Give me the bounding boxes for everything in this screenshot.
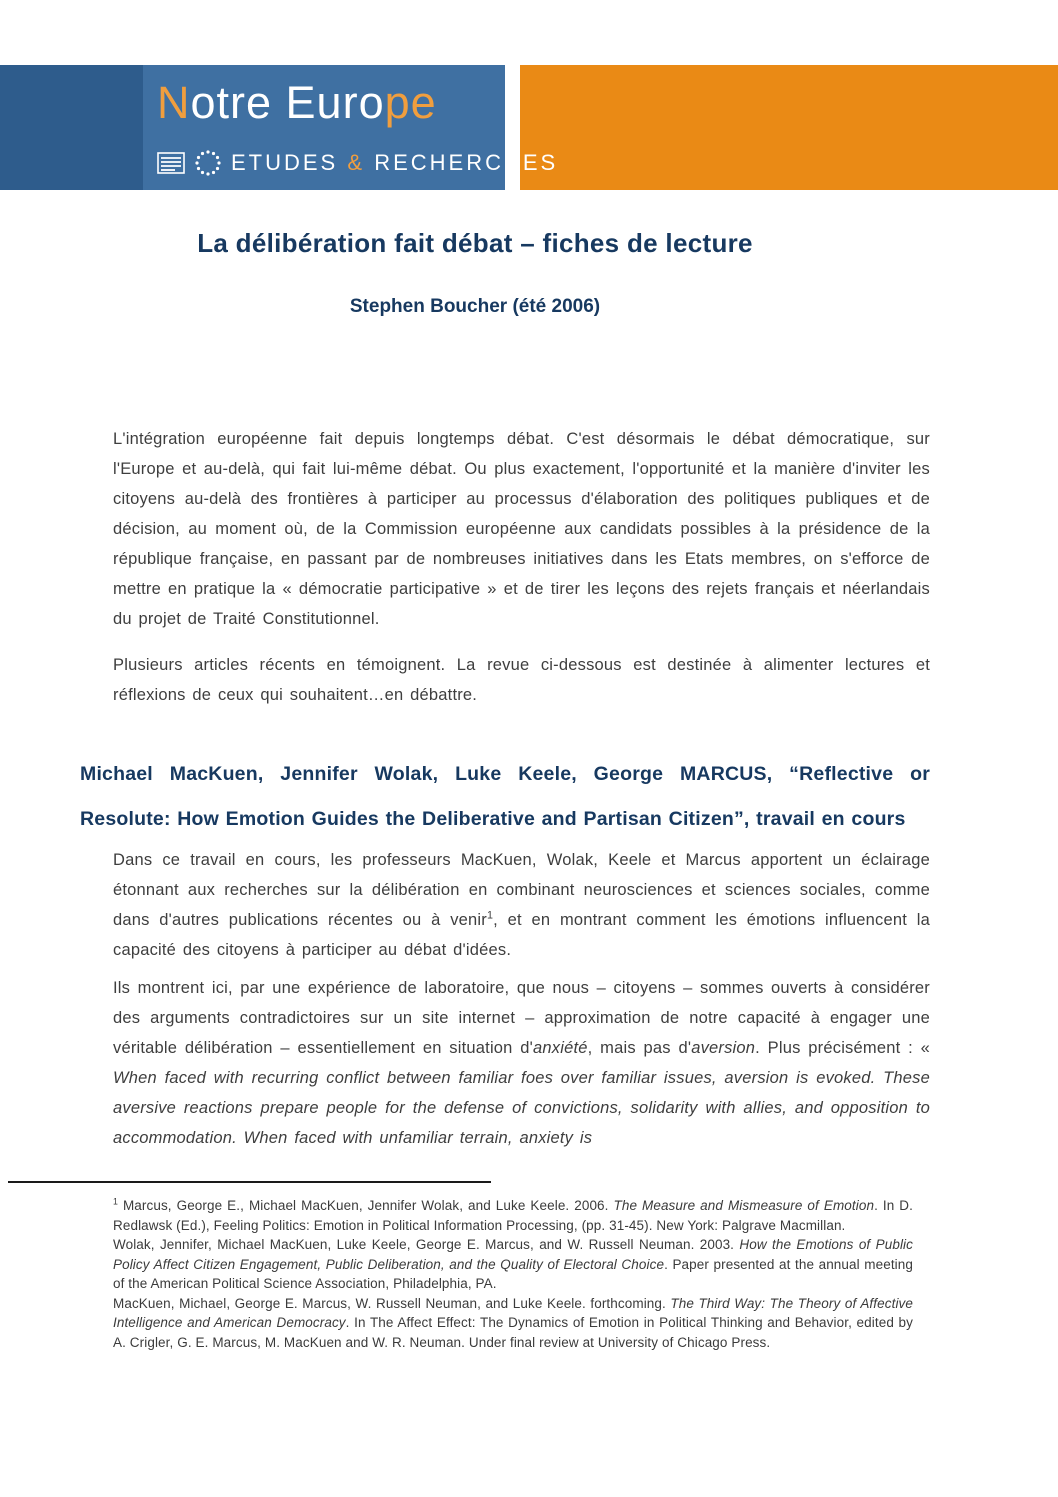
notre-europe-logo xyxy=(143,65,559,190)
banner-left-block xyxy=(0,65,143,190)
italic-term-anxiete: anxiété xyxy=(533,1039,588,1057)
logo-letter-n: N xyxy=(157,77,191,128)
logo-wordmark xyxy=(157,77,437,129)
footnote-1-number: 1 xyxy=(113,1196,118,1207)
paragraph-text: . Plus précisément : « xyxy=(755,1039,930,1057)
logo-letters-pe: pe xyxy=(384,77,437,128)
footnote-text: . In D. Redlawsk (Ed.), Feeling Politics: Emotion in Political Information Processing, (pp. 31-45). New York: Palgrave Macmillan. xyxy=(113,1198,913,1233)
footnotes-section xyxy=(113,1196,913,1352)
tagline-ampersand: & xyxy=(347,150,366,175)
intro-paragraph-1: L'intégration européenne fait depuis longtemps débat. C'est désormais le débat démocratique, sur l'Europe et au-delà, qui fait lui-même débat. Ou plus exactement, l'opportunité et la manière d'inviter les citoyens au-delà des frontières à participer au processus d'élaboration des politiques publiques et de décision, au moment où, de la Commission européenne aux candidats possibles à la présidence de la république française, en passant par de nombreuses initiatives dans les Etats membres, on s'efforce de mettre en pratique la « démocratie participative » et de tirer les leçons des rejets français et néerlandais du projet de Traité Constitutionnel. xyxy=(113,430,930,628)
section-heading: Michael MacKuen, Jennifer Wolak, Luke Keele, George MARCUS, “Reflective or Resolute: How Emotion Guides the Deliberative and Partisan Citizen”, travail en cours xyxy=(80,763,930,830)
footnote-1 xyxy=(113,1196,913,1235)
tagline-text xyxy=(231,150,558,176)
author-line: Stephen Boucher (été 2006) xyxy=(349,296,601,317)
section-paragraph-1-block xyxy=(113,845,930,965)
footnote-separator xyxy=(8,1181,491,1183)
footnote-ref-1: 1 xyxy=(486,909,494,922)
eu-stars-icon xyxy=(195,150,221,176)
footnote-2 xyxy=(113,1235,913,1294)
section-paragraph-2 xyxy=(113,973,930,1153)
footnote-text: Marcus, George E., Michael MacKuen, Jennifer Wolak, and Luke Keele. 2006. xyxy=(117,1198,614,1213)
header-banner xyxy=(0,65,1058,190)
paragraph-text: , mais pas d' xyxy=(587,1039,692,1057)
banner-orange-block xyxy=(520,65,1058,190)
italic-term-aversion: aversion xyxy=(691,1039,756,1057)
tagline-etudes: ETUDES xyxy=(231,150,339,175)
footnote-title-italic: The Measure and Mismeasure of Emotion xyxy=(613,1198,875,1213)
footnote-text: . In The Affect Effect: The Dynamics of Emotion in Political Thinking and Behavior, edited by A. Crigler, G. E. Marcus, M. MacKuen and W. R. Neuman. Under final review at University of Chicago Press. xyxy=(113,1315,913,1350)
footnote-3 xyxy=(113,1294,913,1353)
section-paragraph-2-block xyxy=(113,973,930,1153)
logo-middle: otre Euro xyxy=(190,77,385,128)
footnote-text: Wolak, Jennifer, Michael MacKuen, Luke Keele, George E. Marcus, and W. Russell Neuman. 2003. xyxy=(113,1237,740,1252)
footnote-title-italic: How the Emotions of Public Policy Affect Citizen Engagement, Public Deliberation, and the Quality of Electoral Choice xyxy=(113,1237,913,1272)
paragraph-text: Dans ce travail en cours, les professeurs MacKuen, Wolak, Keele et Marcus apportent un éclairage étonnant aux recherches sur la délibération en combinant neurosciences et sciences sociales, comme dans d'autres publications récentes ou à venir xyxy=(113,851,930,929)
english-quote: When faced with recurring conflict between familiar foes over familiar issues, aversion is evoked. These aversive reactions prepare people for the defense of convictions, solidarity with allies, and opposition to accommodation. When faced with unfamiliar terrain, anxiety is xyxy=(113,1069,930,1147)
text-lines-icon xyxy=(157,152,185,174)
logo-tagline xyxy=(157,150,558,176)
intro-section xyxy=(113,424,930,726)
paragraph-text: , et en montrant comment les émotions influencent la capacité des citoyens à participer au débat d'idées. xyxy=(113,911,931,959)
footnote-text: . Paper presented at the annual meeting of the American Political Science Association, Philadelphia, PA. xyxy=(113,1256,913,1291)
document-title: La délibération fait débat – fiches de lecture xyxy=(197,228,753,258)
section-paragraph-1 xyxy=(113,845,930,965)
tagline-recherches: RECHERCHES xyxy=(374,150,559,175)
footnote-title-italic: The Third Way: The Theory of Affective Intelligence and American Democracy xyxy=(113,1295,913,1330)
paragraph-text: Ils montrent ici, par une expérience de laboratoire, que nous – citoyens – sommes ouverts à considérer des arguments contradictoires sur un site internet – approximation de notre capacité à engager une véritable délibération – essentiellement en situation d' xyxy=(113,979,930,1057)
intro-paragraph-2: Plusieurs articles récents en témoignent. La revue ci-dessous est destinée à alimenter lectures et réflexions de ceux qui souhaitent…en débattre. xyxy=(113,656,930,704)
footnote-text: MacKuen, Michael, George E. Marcus, W. Russell Neuman, and Luke Keele. forthcoming. xyxy=(113,1295,671,1311)
